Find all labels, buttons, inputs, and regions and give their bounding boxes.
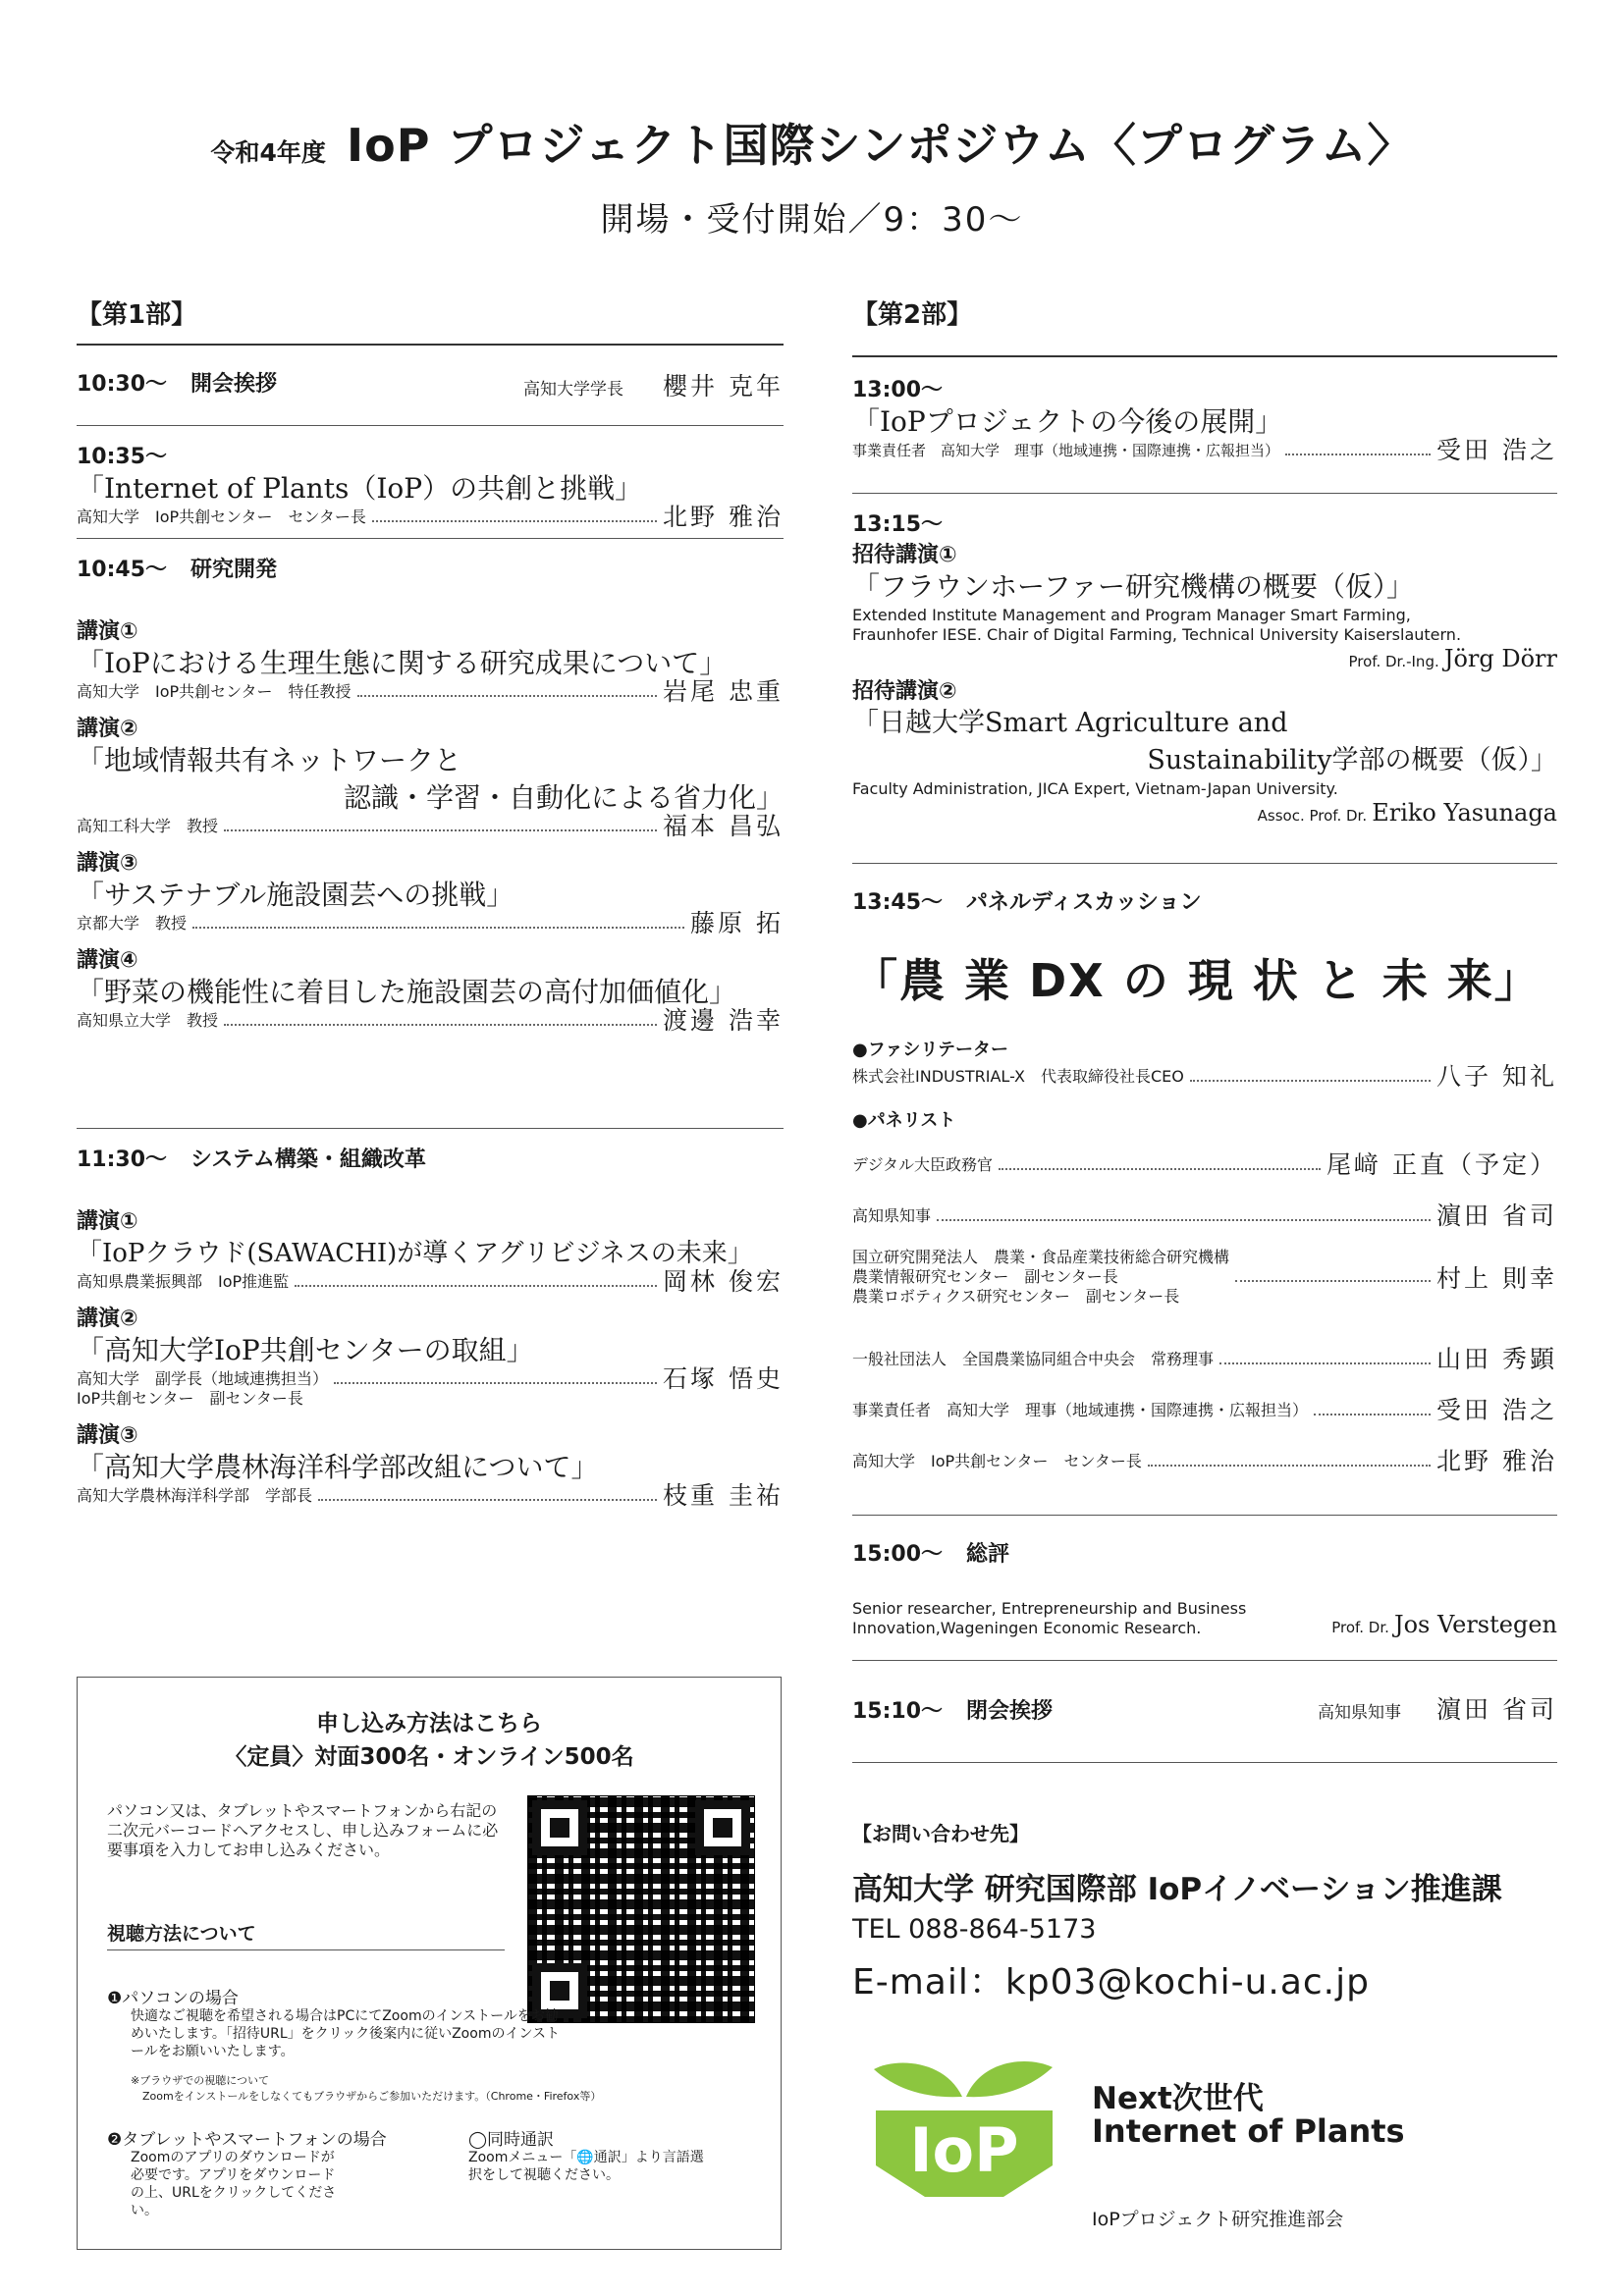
part2-label: 【第2部】	[852, 294, 1557, 357]
time-label: 15:00～	[852, 1542, 944, 1567]
talk-title: 「野菜の機能性に着目した施設園芸の高付加価値化」	[77, 976, 737, 1008]
panelist-row	[852, 1248, 1557, 1307]
page-header	[0, 110, 1624, 175]
speaker-name: 石塚 悟史	[663, 1364, 784, 1393]
talk-item	[77, 846, 784, 937]
speaker-affiliation: デジタル大臣政務官	[852, 1155, 994, 1174]
speaker-affiliation: 国立研究開発法人 農業・食品産業技術総合研究機構	[852, 1248, 1230, 1266]
speaker-affiliation: Extended Institute Management and Program Manager Smart Farming,	[852, 606, 1411, 624]
speaker-affiliation-2: 農業情報研究センター 副センター長	[852, 1267, 1118, 1286]
speaker-affiliation: 高知大学 副学長（地域連携担当）	[77, 1369, 329, 1388]
view-method-title: 視聴方法について	[107, 1919, 505, 1950]
part2-column	[852, 294, 1557, 1763]
logo-org: IoPプロジェクト研究推進部会	[1092, 2209, 1344, 2230]
talk-title: 「Internet of Plants（IoP）の共創と挑戦」	[77, 472, 643, 505]
time-label: 13:45～	[852, 890, 944, 915]
speaker-name: 渡邊 浩幸	[663, 1006, 784, 1035]
talk-title-line2: Sustainability学部の概要（仮）」	[1147, 745, 1557, 775]
time-label: 11:30～	[77, 1148, 168, 1172]
talk-title: 「フラウンホーファー研究機構の概要（仮）」	[852, 570, 1415, 603]
time-label: 13:15～	[852, 512, 944, 537]
speaker-name: 岡林 俊宏	[663, 1267, 784, 1296]
time-label: 13:00～	[852, 378, 944, 402]
pc-text: 快適なご視聴を希望される場合はPCにてZoomのインストールをお勧めいたします。「招待URL」をクリック後案内に従いZoomのインストールをお願いいたします。	[131, 2008, 561, 2059]
speaker-rank: Prof. Dr.	[1331, 1619, 1389, 1636]
speaker-name: Jos Verstegen	[1393, 1611, 1557, 1638]
session-label: 開会挨拶	[190, 372, 278, 397]
facilitator-label: ●ファシリテーター	[852, 1040, 1008, 1060]
talk-number: 講演②	[77, 1307, 138, 1331]
panelist-row	[852, 1434, 1557, 1475]
speaker-name: 八子 知礼	[1436, 1062, 1557, 1091]
speaker-name: 北野 雅治	[1436, 1447, 1557, 1475]
research-section	[77, 539, 784, 1129]
pc-title: ❶パソコンの場合	[107, 1989, 239, 2008]
speaker-affiliation: 高知県農業振興部 IoP推進監	[77, 1272, 290, 1291]
talk-title: 「IoPプロジェクトの今後の展開」	[852, 405, 1283, 438]
interpretation-title: ◯同時通訳	[468, 2130, 555, 2150]
panel-section	[852, 864, 1557, 1516]
talk-item	[77, 712, 784, 840]
time-label: 10:35～	[77, 445, 168, 469]
browser-note-title: ※ブラウザでの視聴について	[131, 2074, 269, 2087]
contact-org: 高知大学 研究国際部 IoPイノベーション推進課	[852, 1872, 1502, 1907]
speaker-affiliation: 高知工科大学 教授	[77, 817, 219, 835]
speaker-affiliation: 高知大学農林海洋科学部 学部長	[77, 1486, 313, 1505]
speaker-affiliation: 高知大学 IoP共創センター センター長	[852, 1452, 1142, 1470]
speaker-name: Eriko Yasunaga	[1372, 799, 1557, 827]
talk-number: 講演②	[77, 717, 138, 741]
panelist-row	[852, 1138, 1557, 1179]
talk-item	[77, 1302, 784, 1409]
speaker-name: 山田 秀顕	[1436, 1345, 1557, 1373]
talk-number: 招待講演①	[852, 543, 957, 567]
speaker-affiliation: Senior researcher, Entrepreneurship and Business	[852, 1599, 1247, 1618]
talk-number: 講演①	[77, 1209, 138, 1234]
tablet-text: Zoomのアプリのダウンロードが必要です。アプリをダウンロードの上、URLをクリックしてください。	[131, 2150, 337, 2218]
talk-item	[77, 1418, 784, 1510]
panelist-row	[852, 1332, 1557, 1373]
speaker-name: 岩尾 忠重	[663, 677, 784, 706]
talk-title-line2: 認識・学習・自動化による省力化」	[343, 781, 784, 814]
apply-text: パソコン又は、タブレットやスマートフォンから右記の二次元バーコードへアクセスし、申し込みフォームに必要事項を入力してお申し込みください。	[107, 1801, 499, 1859]
browser-note-text: Zoomをインストールをしなくてもブラウザからご参加いただけます。（Chrome・Firefox等）	[142, 2090, 602, 2103]
talk-item	[77, 614, 784, 706]
talk-number: 講演③	[77, 1423, 138, 1448]
speaker-name: 枝重 圭祐	[663, 1481, 784, 1510]
speaker-affiliation: 高知大学 IoP共創センター センター長	[77, 507, 366, 526]
talk-item	[77, 1204, 784, 1296]
application-box	[77, 1677, 782, 2250]
speaker-affiliation-2: Fraunhofer IESE. Chair of Digital Farming, Technical University Kaiserslautern.	[852, 625, 1462, 644]
time-label: 10:30～	[77, 372, 168, 397]
talk-number: 講演①	[77, 619, 138, 644]
system-section	[77, 1129, 784, 1510]
contact-email[interactable]: E-mail：kp03@kochi-u.ac.jp	[852, 1962, 1370, 2002]
speaker-name: 受田 浩之	[1436, 1396, 1557, 1424]
contact-block	[852, 1818, 1502, 2004]
part1-label: 【第1部】	[77, 294, 784, 346]
speaker-name: 北野 雅治	[663, 503, 784, 531]
talk-title: 「高知大学IoP共創センターの取組」	[77, 1334, 534, 1366]
tablet-title: ❷タブレットやスマートフォンの場合	[107, 2130, 387, 2150]
session-1315	[852, 494, 1557, 864]
apply-title: 申し込み方法はこちら	[316, 1711, 542, 1736]
session-label: 総評	[966, 1542, 1010, 1567]
speaker-affiliation: 高知県知事	[852, 1206, 932, 1225]
speaker-name: 藤原 拓	[690, 909, 784, 937]
speaker-name: Jörg Dörr	[1443, 645, 1557, 672]
session-label: パネルディスカッション	[966, 890, 1202, 915]
speaker-rank: Prof. Dr.-Ing.	[1348, 653, 1439, 670]
session-label: システム構築・組織改革	[190, 1148, 426, 1172]
speaker-affiliation: 高知県立大学 教授	[77, 1011, 219, 1030]
speaker-name: 濵田 省司	[1436, 1695, 1557, 1724]
speaker-affiliation-2: Innovation,Wageningen Economic Research.	[852, 1619, 1202, 1637]
panelist-row	[852, 1383, 1557, 1424]
talk-title: 「地域情報共有ネットワークと	[77, 744, 462, 776]
speaker-name: 櫻井 克年	[663, 372, 784, 400]
talk-title: 「日越大学Smart Agriculture and	[852, 708, 1288, 738]
talk-number: 講演③	[77, 851, 138, 876]
panelist-label: ●パネリスト	[852, 1110, 956, 1131]
session-label: 研究開発	[190, 558, 278, 582]
review-section	[852, 1516, 1557, 1661]
talk-title: 「高知大学農林海洋科学部改組について」	[77, 1451, 599, 1483]
speaker-affiliation: Faculty Administration, JICA Expert, Vietnam-Japan University.	[852, 779, 1338, 798]
contact-tel[interactable]: TEL 088-864-5173	[852, 1914, 1097, 1945]
talk-title: 「IoPにおける生理生態に関する研究成果について」	[77, 647, 728, 679]
talk-title: 「サステナブル施設園芸への挑戦」	[77, 879, 514, 911]
logo-mark: IoP	[909, 2114, 1019, 2186]
iop-logo	[856, 2050, 1072, 2207]
contact-label: 【お問い合わせ先】	[852, 1822, 1029, 1845]
speaker-affiliation: 事業責任者 高知大学 理事（地域連携・国際連携・広報担当）	[852, 1401, 1309, 1419]
page-title: IoP プロジェクト国際シンポジウム〈プログラム〉	[347, 119, 1414, 172]
session-1300	[852, 357, 1557, 494]
talk-item	[77, 943, 784, 1035]
speaker-name: 尾﨑 正直（予定）	[1326, 1150, 1557, 1179]
logo-line2: Internet of Plants	[1092, 2112, 1405, 2150]
panel-theme: 「農 業 DX の 現 状 と 未 来」	[852, 954, 1542, 1007]
opening-remarks-section	[77, 346, 784, 426]
speaker-affiliation: 株式会社INDUSTRIAL-X 代表取締役社長CEO	[852, 1067, 1184, 1086]
logo-line1: Next次世代	[1092, 2081, 1264, 2116]
session-1035	[77, 426, 784, 539]
talk-number: 講演④	[77, 948, 138, 973]
talk-title: 「IoPクラウド(SAWACHI)が導くアグリビジネスの未来」	[77, 1239, 753, 1268]
speaker-affiliation: 高知県知事	[1318, 1703, 1402, 1723]
speaker-affiliation: 高知大学 IoP共創センター 特任教授	[77, 682, 352, 701]
interpretation-text: Zoomメニュー「🌐通訳」より言語選択をして視聴ください。	[468, 2150, 704, 2183]
speaker-rank: Assoc. Prof. Dr.	[1257, 807, 1368, 825]
speaker-name: 村上 則幸	[1436, 1264, 1557, 1293]
apply-capacity: 〈定員〉対面300名・オンライン500名	[224, 1744, 634, 1770]
part1-column	[77, 294, 784, 1510]
speaker-name: 濵田 省司	[1436, 1201, 1557, 1230]
speaker-affiliation: 京都大学 教授	[77, 914, 188, 933]
speaker-affiliation: 高知大学学長	[523, 380, 624, 400]
year-label: 令和4年度	[210, 138, 326, 167]
speaker-name: 福本 昌弘	[663, 812, 784, 840]
speaker-affiliation-2: IoP共創センター 副センター長	[77, 1389, 303, 1408]
speaker-name: 受田 浩之	[1436, 436, 1557, 464]
speaker-affiliation-3: 農業ロボティクス研究センター 副センター長	[852, 1287, 1180, 1306]
time-label: 10:45～	[77, 558, 168, 582]
opening-time: 開場・受付開始／9：30～	[600, 200, 1024, 240]
speaker-affiliation: 一般社団法人 全国農業協同組合中央会 常務理事	[852, 1350, 1215, 1368]
qr-code-icon[interactable]	[527, 1795, 755, 2023]
talk-number: 招待講演②	[852, 679, 957, 704]
time-label: 15:10～	[852, 1699, 944, 1724]
panelist-row	[852, 1189, 1557, 1230]
closing-section	[852, 1661, 1557, 1763]
speaker-affiliation: 事業責任者 高知大学 理事（地域連携・国際連携・広報担当）	[852, 442, 1280, 459]
session-label: 閉会挨拶	[966, 1699, 1054, 1724]
